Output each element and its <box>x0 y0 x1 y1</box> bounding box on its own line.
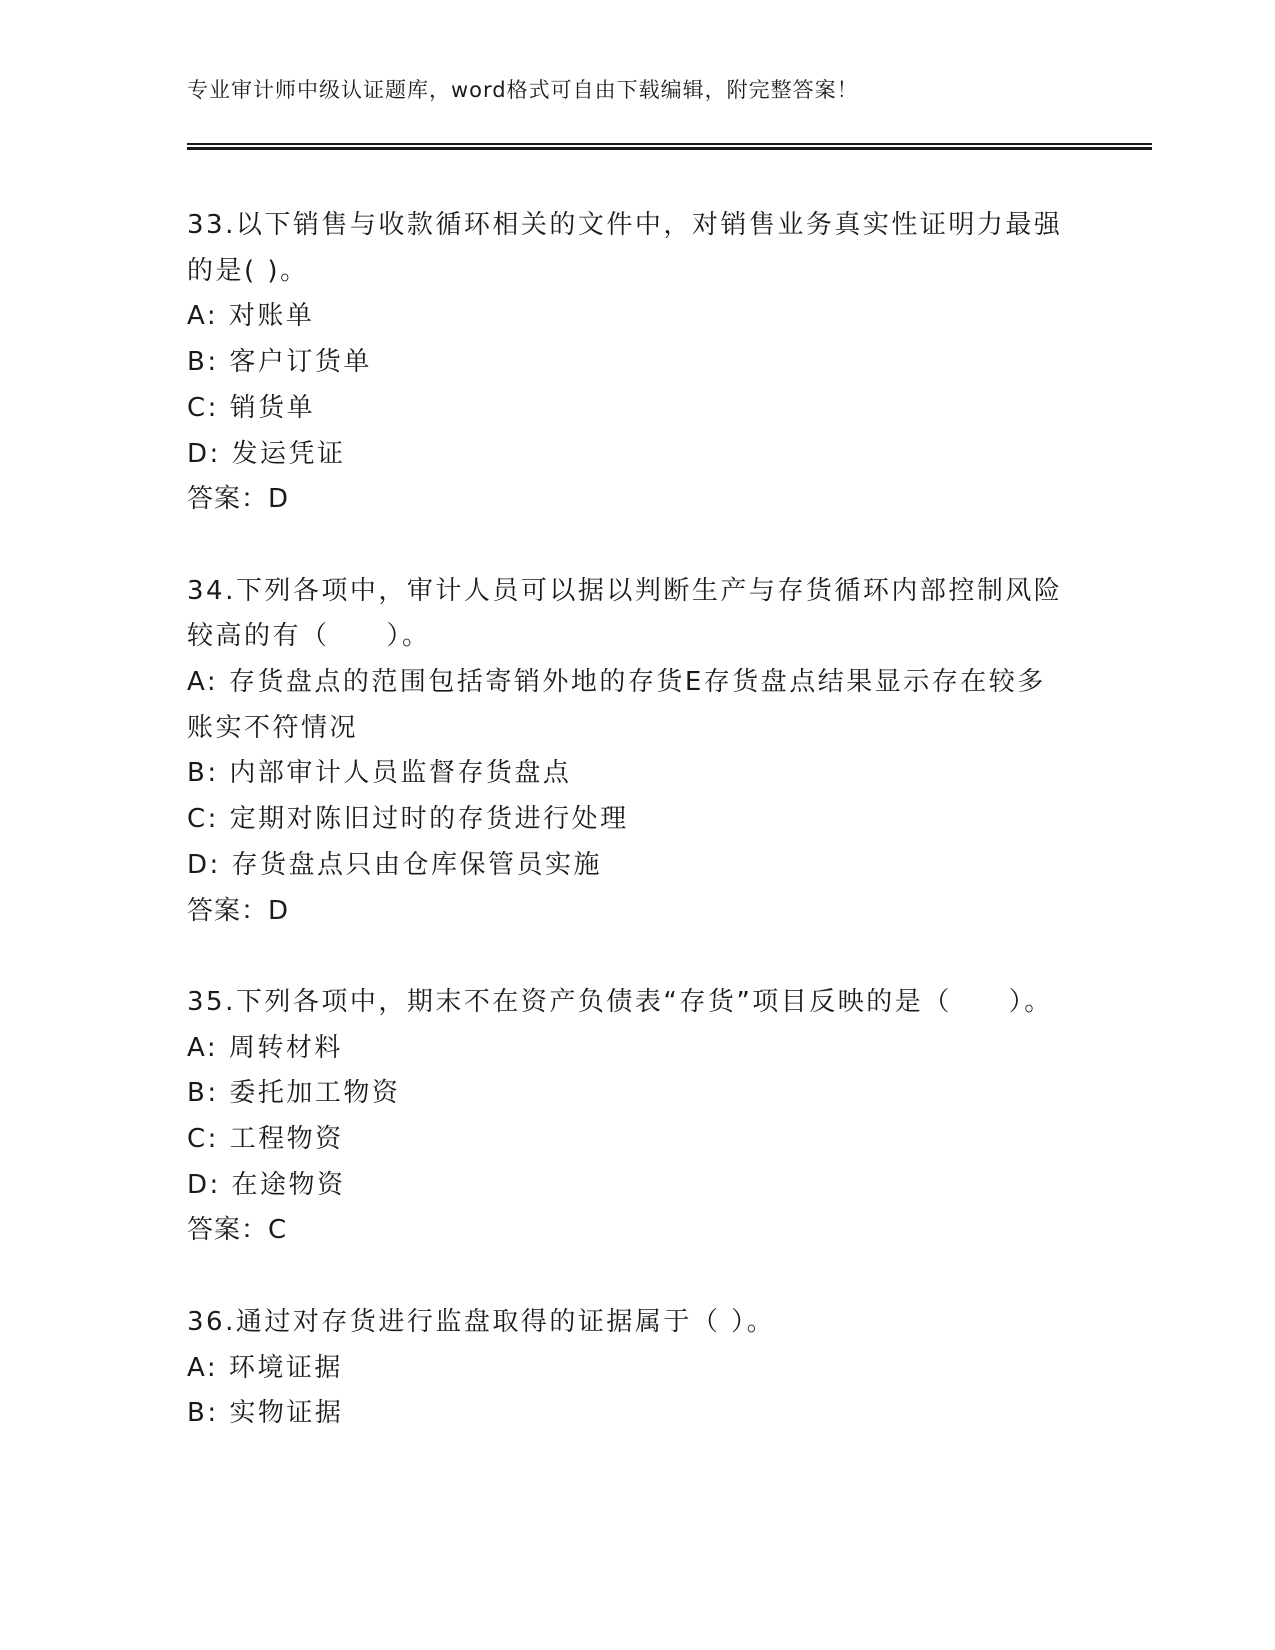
option-b: B: 实物证据 <box>187 1398 344 1429</box>
option-d: D: 发运凭证 <box>187 438 346 469</box>
option-d: D: 存货盘点只由仓库保管员实施 <box>187 849 603 880</box>
question-34 <box>187 569 1067 935</box>
option-a: A: 周转材料 <box>187 1032 343 1063</box>
question-35 <box>187 980 1067 1254</box>
question-stem: 35.下列各项中，期末不在资产负债表“存货”项目反映的是（ ）。 <box>187 986 1053 1017</box>
option-c: C: 销货单 <box>187 392 316 423</box>
answer: 答案：D <box>187 895 290 926</box>
option-a: A: 环境证据 <box>187 1352 343 1383</box>
option-b: B: 内部审计人员监督存货盘点 <box>187 758 572 789</box>
header-rule-thin <box>187 143 1152 145</box>
option-d: D: 在途物资 <box>187 1169 346 1200</box>
question-36 <box>187 1300 1067 1437</box>
document-header: 专业审计师中级认证题库，word格式可自由下载编辑，附完整答案！ <box>187 78 859 102</box>
option-a: A: 存货盘点的范围包括寄销外地的存货E存货盘点结果显示存在较多账实不符情况 <box>187 667 1046 743</box>
answer: 答案：C <box>187 1215 288 1246</box>
question-stem: 36.通过对存货进行监盘取得的证据属于（ ）。 <box>187 1306 776 1337</box>
question-stem: 34.下列各项中，审计人员可以据以判断生产与存货循环内部控制风险较高的有（ ）。 <box>187 575 1063 652</box>
option-c: C: 定期对陈旧过时的存货进行处理 <box>187 804 629 835</box>
header-rule-thick <box>187 147 1152 150</box>
question-list <box>187 203 1067 1437</box>
option-c: C: 工程物资 <box>187 1124 344 1155</box>
option-b: B: 客户订货单 <box>187 347 372 378</box>
answer: 答案：D <box>187 484 290 515</box>
option-a: A: 对账单 <box>187 301 315 332</box>
question-33 <box>187 203 1067 523</box>
question-stem: 33.以下销售与收款循环相关的文件中，对销售业务真实性证明力最强的是( )。 <box>187 210 1063 286</box>
option-b: B: 委托加工物资 <box>187 1078 401 1109</box>
